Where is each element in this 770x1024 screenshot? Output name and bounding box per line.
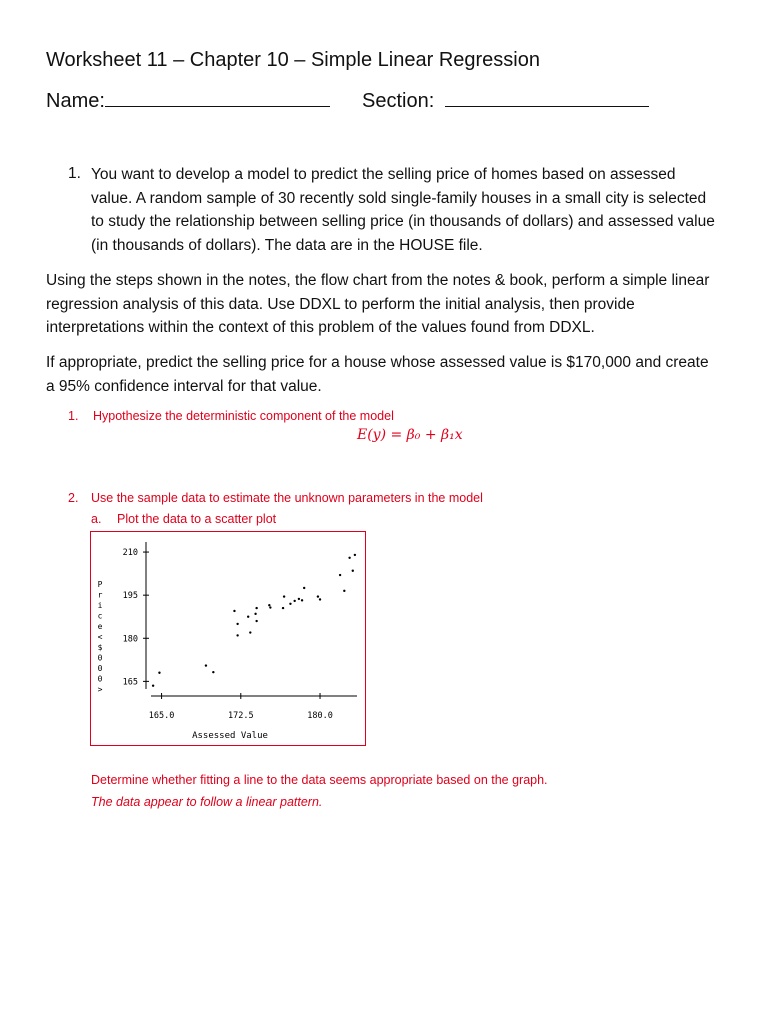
- data-point: [254, 613, 256, 615]
- y-axis-label-char: r: [97, 590, 103, 600]
- section-label: Section:: [362, 90, 435, 112]
- data-point: [339, 574, 341, 576]
- step-1-number: 1.: [68, 409, 79, 423]
- data-point: [212, 671, 214, 673]
- y-axis-label-char: P: [97, 580, 103, 589]
- x-tick-label: 172.5: [227, 711, 254, 721]
- answer-text: The data appear to follow a linear pattern.: [91, 795, 323, 809]
- data-point: [255, 620, 257, 622]
- scatter-plot: [91, 532, 364, 744]
- y-tick-label: 165: [122, 677, 138, 688]
- instructions-paragraph-2: If appropriate, predict the selling price for a house whose assessed value is $170,000 and create a 95% confidence interval for that value.: [46, 354, 709, 395]
- section-blank[interactable]: [445, 90, 649, 107]
- y-axis-label-char: i: [97, 601, 103, 610]
- step-2a-text: Plot the data to a scatter plot: [117, 512, 277, 526]
- step-2a-label: a.: [91, 512, 102, 526]
- data-point: [249, 631, 251, 633]
- data-point: [282, 607, 284, 609]
- data-point: [343, 590, 345, 592]
- name-blank[interactable]: [105, 90, 330, 107]
- section-field[interactable]: [362, 90, 649, 113]
- y-axis-label-char: 0: [97, 653, 103, 663]
- scatter-plot-frame: [90, 531, 366, 746]
- question-text: You want to develop a model to predict the selling price of homes based on assessed value. A random sample of 30 recently sold single-family houses in a small city is selected to study the relationship between selling price (in thousands of dollars) and assessed value (in thousands of dollars). The data are in the HOUSE file.: [91, 166, 715, 254]
- data-point: [205, 664, 207, 666]
- y-axis-label-char: $: [97, 643, 103, 652]
- data-point: [268, 604, 270, 606]
- instructions-paragraph-1: Using the steps shown in the notes, the flow chart from the notes & book, perform a simple linear regression analysis of this data. Use DDXL to perform the initial analysis, then provide interpretations within the context of this problem of the values found from DDXL.: [46, 272, 710, 336]
- y-axis-label-char: e: [97, 622, 103, 631]
- x-tick-label: 165.0: [148, 711, 175, 721]
- y-axis-label-char: <: [97, 632, 103, 642]
- y-axis-label-char: c: [97, 611, 103, 621]
- model-formula: E(y) = β₀ + β₁x: [357, 427, 463, 443]
- data-point: [352, 570, 354, 572]
- y-tick-label: 195: [122, 591, 138, 602]
- data-point: [269, 606, 271, 608]
- y-axis-label-char: 0: [97, 664, 103, 673]
- data-point: [247, 616, 249, 618]
- name-field[interactable]: [46, 90, 330, 113]
- data-point: [289, 603, 291, 605]
- question-number: 1.: [68, 165, 81, 182]
- data-point: [233, 610, 235, 612]
- determine-prompt: Determine whether fitting a line to the data seems appropriate based on the graph.: [91, 773, 548, 787]
- data-point: [236, 634, 238, 636]
- data-point: [317, 595, 319, 597]
- data-point: [158, 672, 160, 674]
- data-point: [283, 595, 285, 597]
- y-axis-label-char: >: [97, 685, 103, 694]
- step-2-number: 2.: [68, 491, 79, 505]
- step-2-text: Use the sample data to estimate the unknown parameters in the model: [91, 491, 483, 505]
- y-axis-label: [98, 580, 103, 694]
- data-point: [255, 607, 257, 609]
- y-axis-label-char: 0: [97, 674, 103, 684]
- data-point: [236, 623, 238, 625]
- data-point: [348, 557, 350, 559]
- data-point: [293, 600, 295, 602]
- y-tick-label: 210: [122, 548, 138, 559]
- data-point: [298, 598, 300, 600]
- step-1-text: Hypothesize the deterministic component of the model: [93, 409, 394, 423]
- data-point: [354, 554, 356, 556]
- x-axis-label: Assessed Value: [192, 731, 268, 741]
- name-label: Name:: [46, 90, 105, 112]
- data-point: [319, 598, 321, 600]
- y-tick-label: 180: [122, 634, 138, 645]
- data-point: [301, 599, 303, 601]
- worksheet-title: Worksheet 11 – Chapter 10 – Simple Linear Regression: [46, 49, 540, 71]
- data-point: [303, 587, 305, 589]
- x-tick-label: 180.0: [307, 711, 333, 721]
- data-point: [152, 684, 154, 686]
